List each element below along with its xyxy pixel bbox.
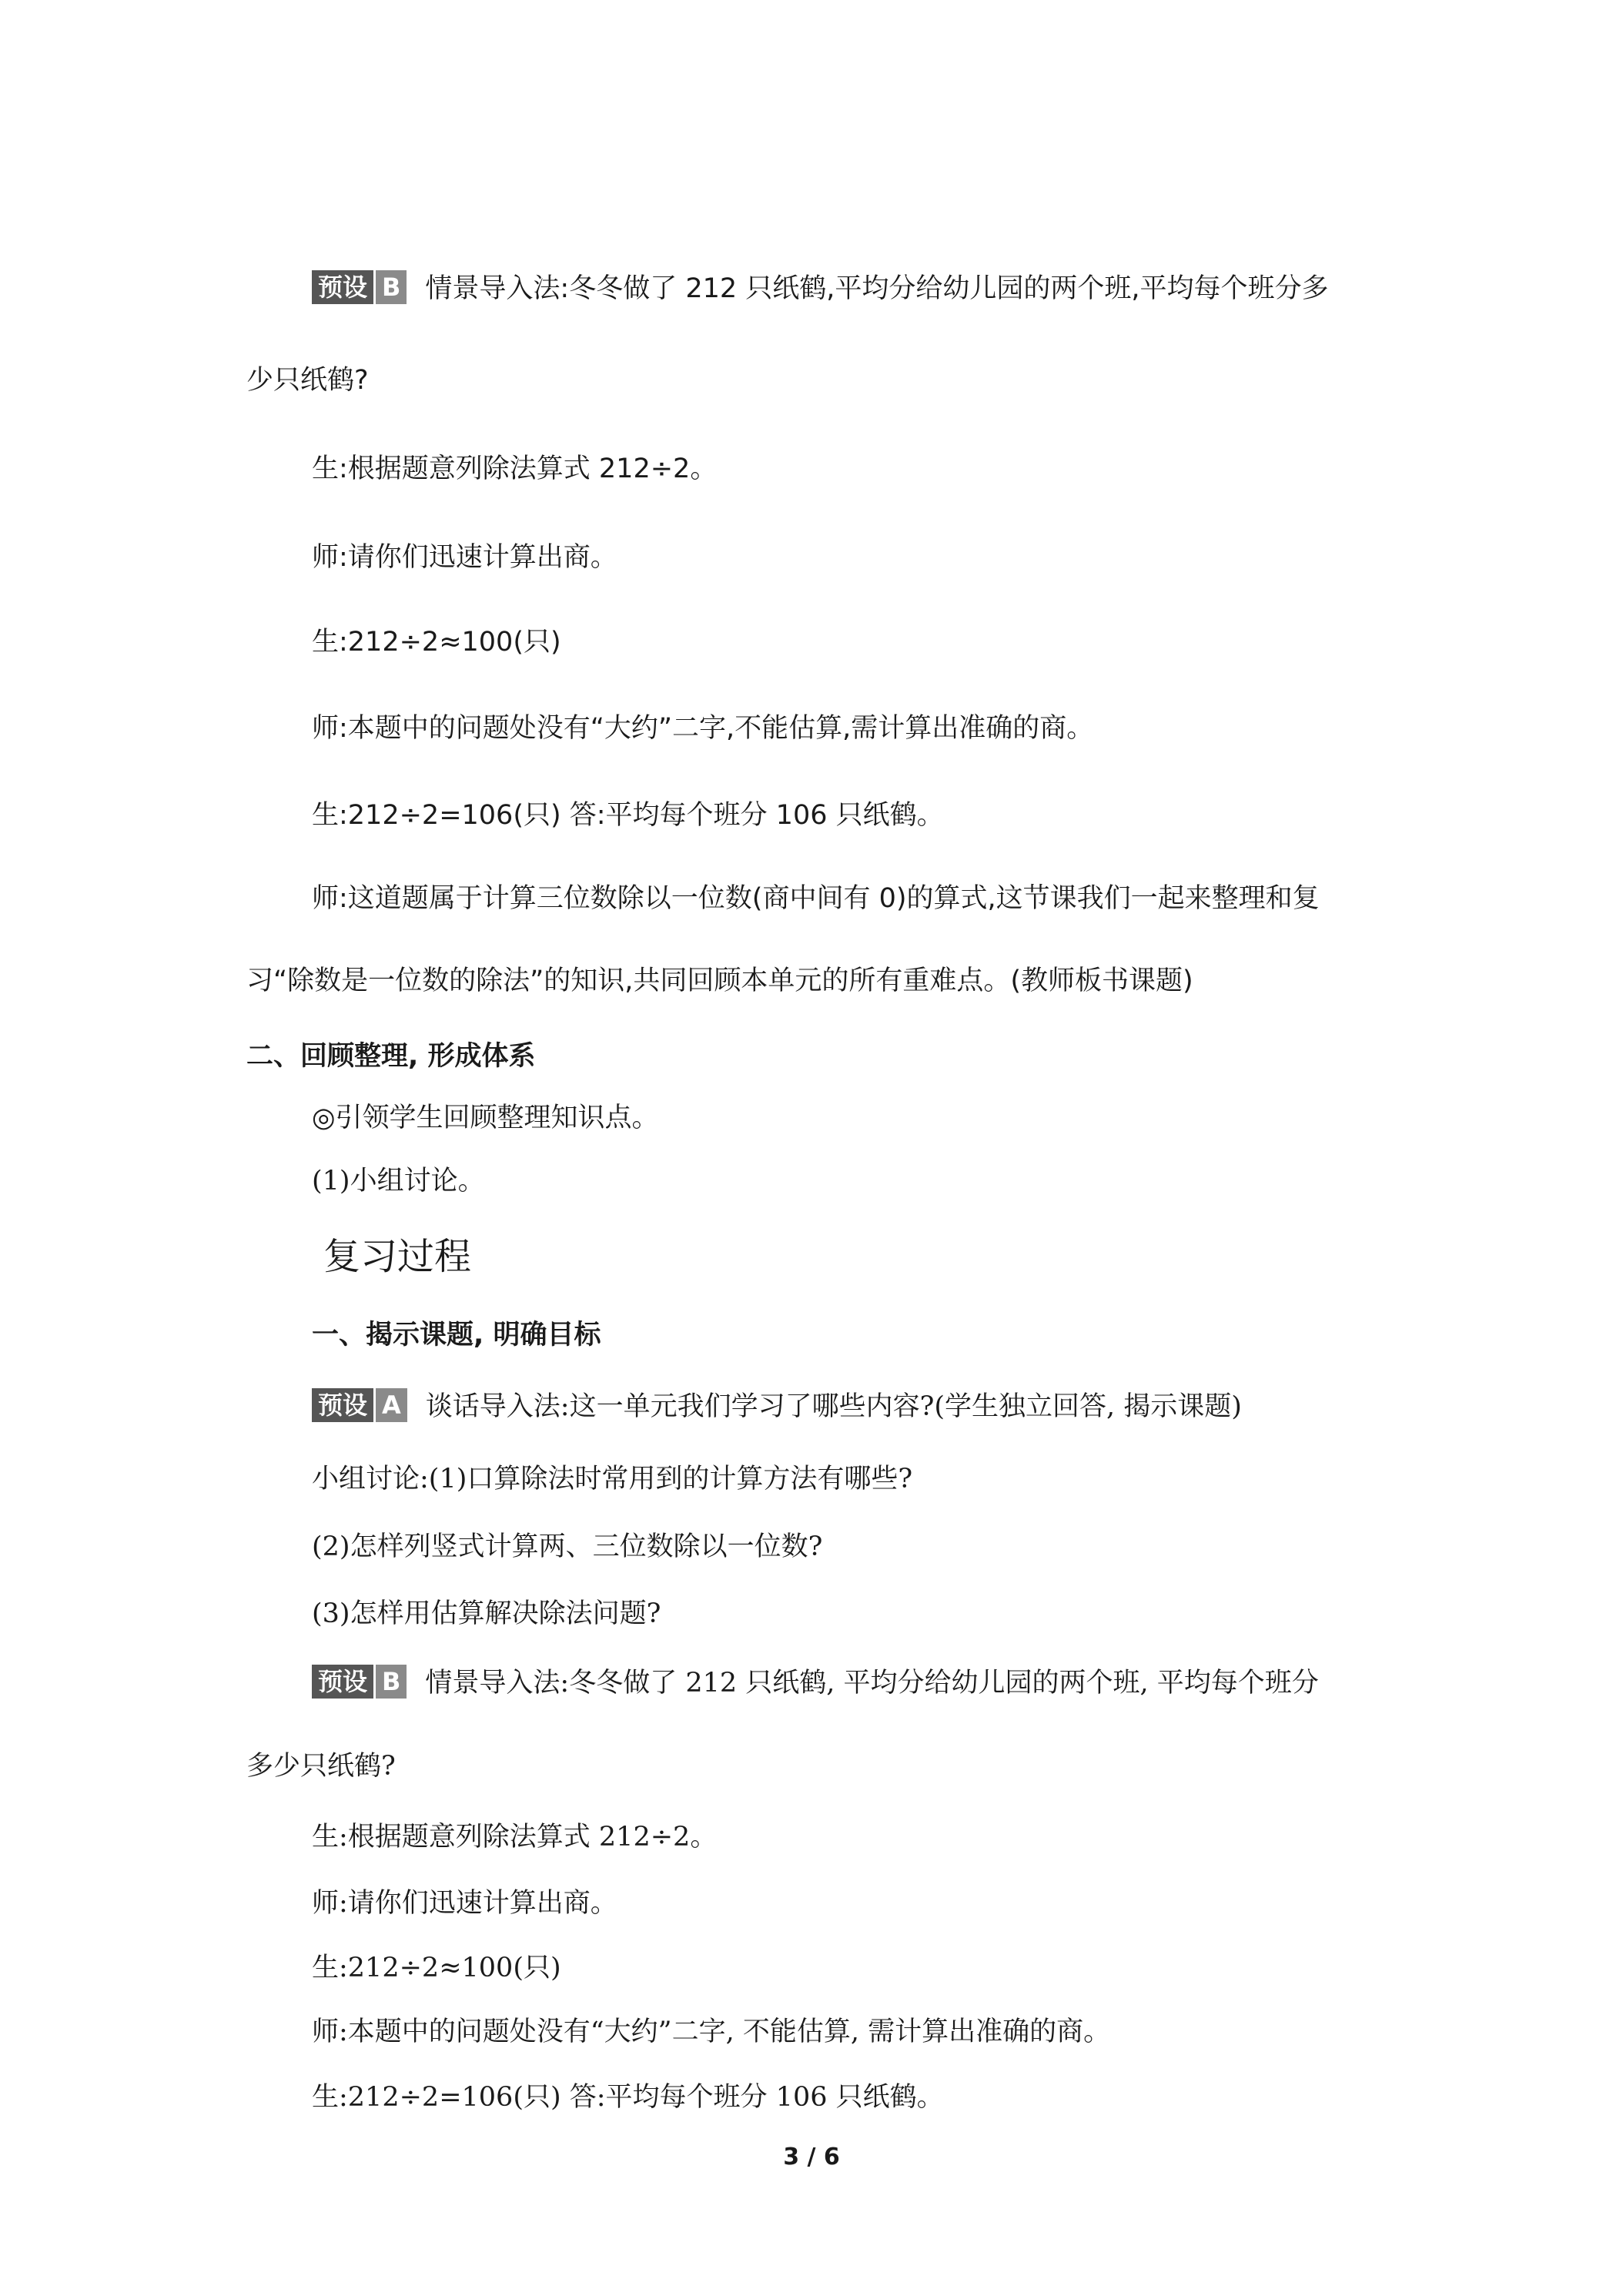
badge-letter: A (376, 1388, 407, 1422)
preset-a-badge (312, 1388, 407, 1422)
text-line: 生:212÷2≈100(只) (312, 627, 561, 658)
preset-b-badge (312, 270, 407, 304)
text-line: 情景导入法:冬冬做了 212 只纸鹤,平均分给幼儿园的两个班,平均每个班分多 (425, 273, 1329, 304)
text-line: (3)怎样用估算解决除法问题? (312, 1598, 661, 1629)
text-line: 师:请你们迅速计算出商。 (312, 1888, 617, 1919)
text-line: 谈话导入法:这一单元我们学习了哪些内容?(学生独立回答, 揭示课题) (425, 1391, 1242, 1422)
section-heading: 二、回顾整理, 形成体系 (246, 1041, 536, 1072)
text-line: ◎引领学生回顾整理知识点。 (312, 1103, 659, 1133)
page-number: 3 / 6 (783, 2144, 840, 2170)
preset-a-paragraph (312, 1388, 1242, 1425)
text-line: (2)怎样列竖式计算两、三位数除以一位数? (312, 1531, 823, 1562)
badge-prefix: 预设 (312, 1388, 373, 1422)
text-line: 多少只纸鹤? (246, 1751, 396, 1782)
preset-b-paragraph-upper (312, 270, 1329, 307)
text-line: 小组讨论:(1)口算除法时常用到的计算方法有哪些? (312, 1464, 913, 1494)
text-line: 师:请你们迅速计算出商。 (312, 542, 617, 573)
text-line: 生:根据题意列除法算式 212÷2。 (312, 1822, 718, 1853)
preset-b-badge (312, 1665, 407, 1699)
text-line: 师:这道题属于计算三位数除以一位数(商中间有 0)的算式,这节课我们一起来整理和复 (312, 883, 1320, 914)
page-title: 复习过程 (323, 1235, 472, 1278)
text-line: 师:本题中的问题处没有“大约”二字,不能估算,需计算出准确的商。 (312, 713, 1094, 744)
text-line: 生:212÷2≈100(只) (312, 1953, 561, 1983)
badge-prefix: 预设 (312, 270, 373, 304)
text-line: 生:212÷2=106(只) 答:平均每个班分 106 只纸鹤。 (312, 800, 944, 831)
text-line: 少只纸鹤? (246, 365, 369, 396)
text-line: 生:212÷2=106(只) 答:平均每个班分 106 只纸鹤。 (312, 2082, 944, 2113)
section-heading: 一、揭示课题, 明确目标 (312, 1320, 601, 1350)
text-line: 师:本题中的问题处没有“大约”二字, 不能估算, 需计算出准确的商。 (312, 2017, 1111, 2047)
text-line: 生:根据题意列除法算式 212÷2。 (312, 454, 718, 484)
text-line: 习“除数是一位数的除法”的知识,共同回顾本单元的所有重难点。(教师板书课题) (246, 966, 1193, 996)
text-line: 情景导入法:冬冬做了 212 只纸鹤, 平均分给幼儿园的两个班, 平均每个班分 (425, 1668, 1319, 1699)
badge-letter: B (376, 270, 407, 304)
badge-prefix: 预设 (312, 1665, 373, 1699)
text-line: (1)小组讨论。 (312, 1166, 485, 1197)
badge-letter: B (376, 1665, 407, 1699)
preset-b-paragraph-lower (312, 1665, 1319, 1702)
